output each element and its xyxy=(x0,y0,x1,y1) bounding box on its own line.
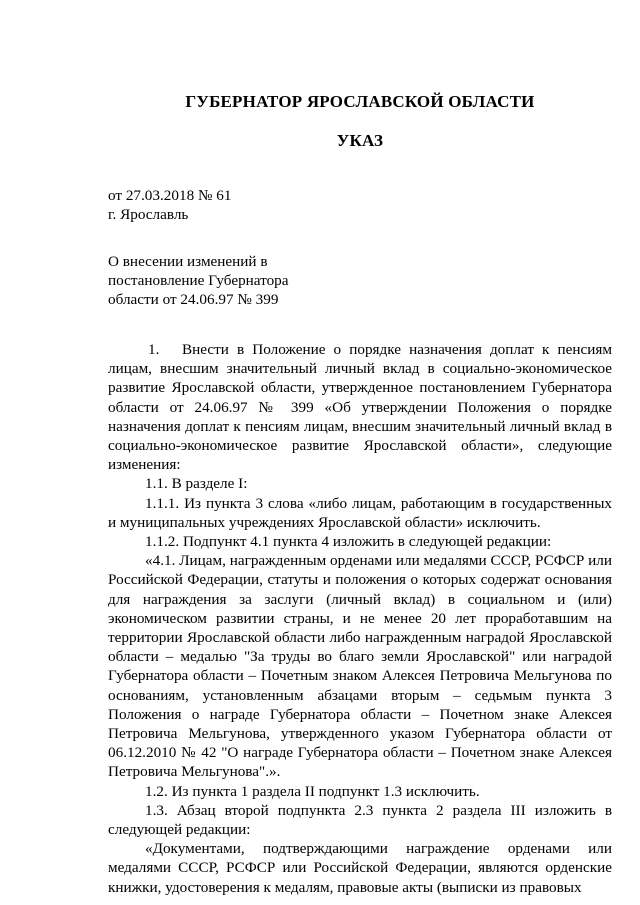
subitem-1-3: 1.3. Абзац второй подпункта 2.3 пункта 2 раздела III изложить в следующей редакции: xyxy=(108,801,612,839)
item-1-number: 1. xyxy=(148,341,160,358)
issuing-authority-heading: ГУБЕРНАТОР ЯРОСЛАВСКОЙ ОБЛАСТИ xyxy=(185,92,535,111)
document-body xyxy=(108,340,612,897)
item-1-paragraph xyxy=(108,340,612,474)
subitem-1-1: 1.1. В разделе I: xyxy=(145,475,248,493)
quoted-documents-paragraph: «Документами, подтверждающими награждение орденами или медалями СССР, РСФСР или Российской Федерации, являются орденские книжки, удостоверения к медалям, правовые акты (выписки из правовых xyxy=(108,840,612,896)
subitem-1-1-2: 1.1.2. Подпункт 4.1 пункта 4 изложить в следующей редакции: xyxy=(145,533,552,551)
subitem-1-1-1: 1.1.1. Из пункта 3 слова «либо лицам, работающим в государственных и муниципальных учреждениях Ярославской области» исключить. xyxy=(108,494,612,531)
subject-line: О внесении изменений в xyxy=(108,253,268,270)
item-1-text: Внести в Положение о порядке назначения доплат к пенсиям лицам, внесшим значительный личный вклад в социально-экономическое развитие Ярославской области, утвержденное постановлением Губернатора области от 24.06.97 № 399 «Об утверждении Положения о порядке назначения доплат к пенсиям лицам, внесшим значительный личный вклад в социально-экономическое развитие Ярославской области», следующие изменения: xyxy=(108,341,612,474)
city-line: г. Ярославль xyxy=(108,206,189,223)
quoted-clause-4-1: «4.1. Лицам, награжденным орденами или медалями СССР, РСФСР или Российской Федерации, статуты и положения о которых содержат основания для награждения за заслуги (личный вклад) в социальном и (или) экономическом развитии страны, и не менее 20 лет проработавшим на территории Ярославской области либо награжденным наградой Ярославской области – медалью "За труды во благо земли Ярославской" или наградой Губернатора области – Почетным знаком Алексея Петровича Мельгунова по основаниям, установленным абзацами вторым – седьмым пункта 3 Положения о награде Губернатора области – Почетном знаке Алексея Петровича Мельгунова, утвержденного указом Губернатора области от 06.12.2010 № 42 "О награде Губернатора области – Почетном знаке Алексея Петровича Мельгунова".». xyxy=(108,552,612,781)
subject-line: области от 24.06.97 № 399 xyxy=(108,291,279,308)
subitem-1-2: 1.2. Из пункта 1 раздела II подпункт 1.3 исключить. xyxy=(145,782,480,800)
document-type-heading: УКАЗ xyxy=(336,131,384,150)
subject-line: постановление Губернатора xyxy=(108,272,289,289)
date-number-line: от 27.03.2018 № 61 xyxy=(108,187,232,204)
